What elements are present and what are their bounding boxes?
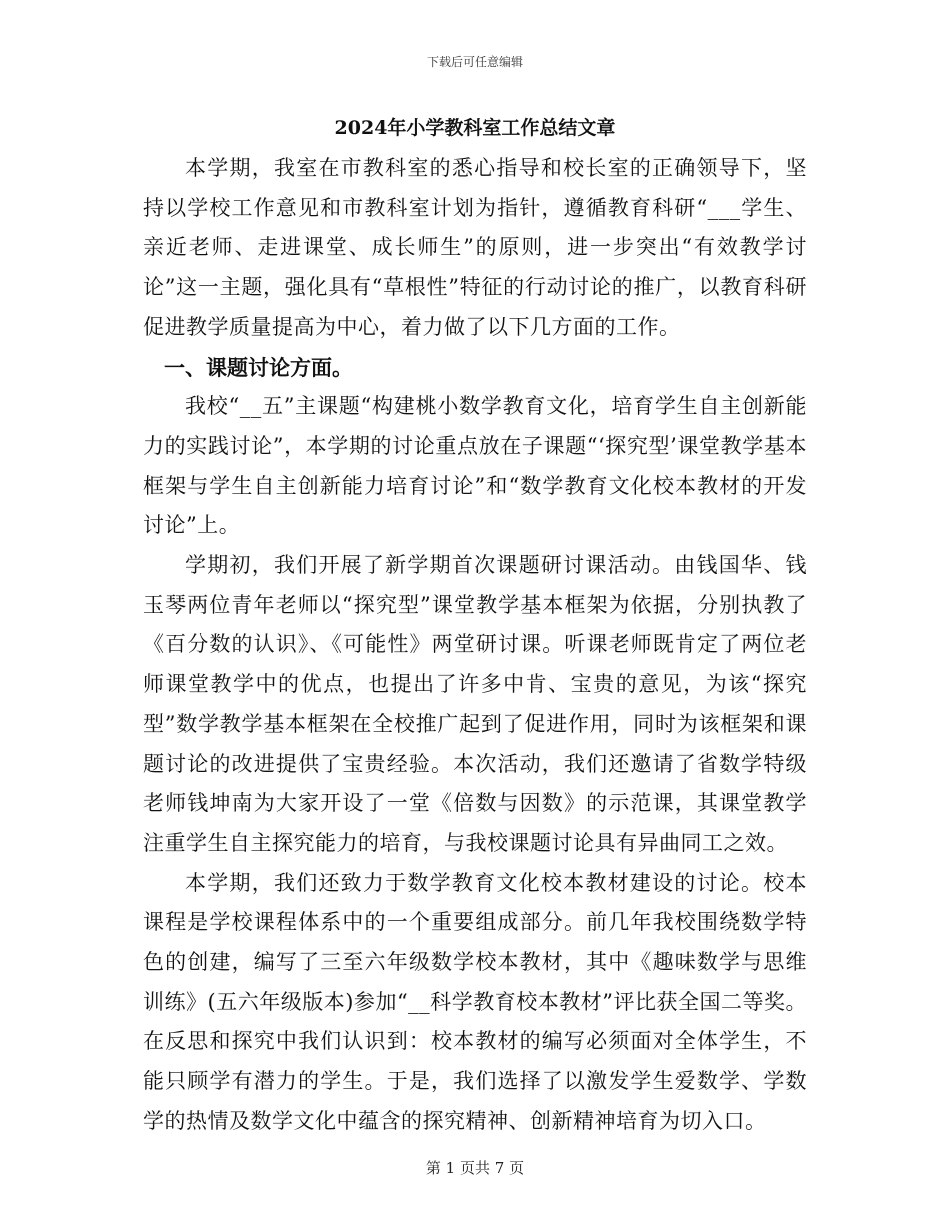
paragraph-main-topic: 我校“__五”主课题“构建桃小数学教育文化，培育学生自主创新能力的实践讨论”，本学期的讨论重点放在子课题“‘探究型’课堂教学基本框架与学生自主创新能力培育讨论”和“数学教育文化校本教材的开发讨论”上。 bbox=[143, 394, 807, 538]
page-header: 下载后可任意编辑 bbox=[426, 55, 523, 69]
page-footer: 第 1 页共 7 页 bbox=[425, 1159, 525, 1177]
paragraph-school-textbook: 本学期，我们还致力于数学教育文化校本教材建设的讨论。校本课程是学校课程体系中的一个重要组成部分。前几年我校围绕数学特色的创建，编写了三至六年级数学校本教材，其中《趣味数学与思维训练》(五六年级版本)参加“__科学教育校本教材”评比获全国二等奖。在反思和探究中我们认识到：校本教材的编写必须面对全体学生，不能只顾学有潜力的学生。于是，我们选择了以激发学生爱数学、学数学的热情及数学文化中蕴含的探究精神、创新精神培育为切入口。 bbox=[143, 870, 807, 1133]
document-title: 2024年小学教科室工作总结文章 bbox=[334, 117, 616, 139]
section-heading: 一、课题讨论方面。 bbox=[164, 354, 353, 380]
paragraph-intro: 本学期，我室在市教科室的悉心指导和校长室的正确领导下，坚持以学校工作意见和市教科室计划为指针，遵循教育科研“___学生、亲近老师、走进课堂、成长师生”的原则，进一步突出“有效教学讨论”这一主题，强化具有“草根性”特征的行动讨论的推广，以教育科研促进教学质量提高为中心，着力做了以下几方面的工作。 bbox=[143, 156, 807, 339]
document-body bbox=[143, 115, 807, 1142]
paragraph-semester-start: 学期初，我们开展了新学期首次课题研讨课活动。由钱国华、钱玉琴两位青年老师以“探究型”课堂教学基本框架为依据，分别执教了《百分数的认识》、《可能性》两堂研讨课。听课老师既肯定了两位老师课堂教学中的优点，也提出了许多中肯、宝贵的意见，为该“探究型”数学教学基本框架在全校推广起到了促进作用，同时为该框架和课题讨论的改进提供了宝贵经验。本次活动，我们还邀请了省数学特级老师钱坤南为大家开设了一堂《倍数与因数》的示范课，其课堂教学注重学生自主探究能力的培育，与我校课题讨论具有异曲同工之效。 bbox=[143, 553, 807, 855]
